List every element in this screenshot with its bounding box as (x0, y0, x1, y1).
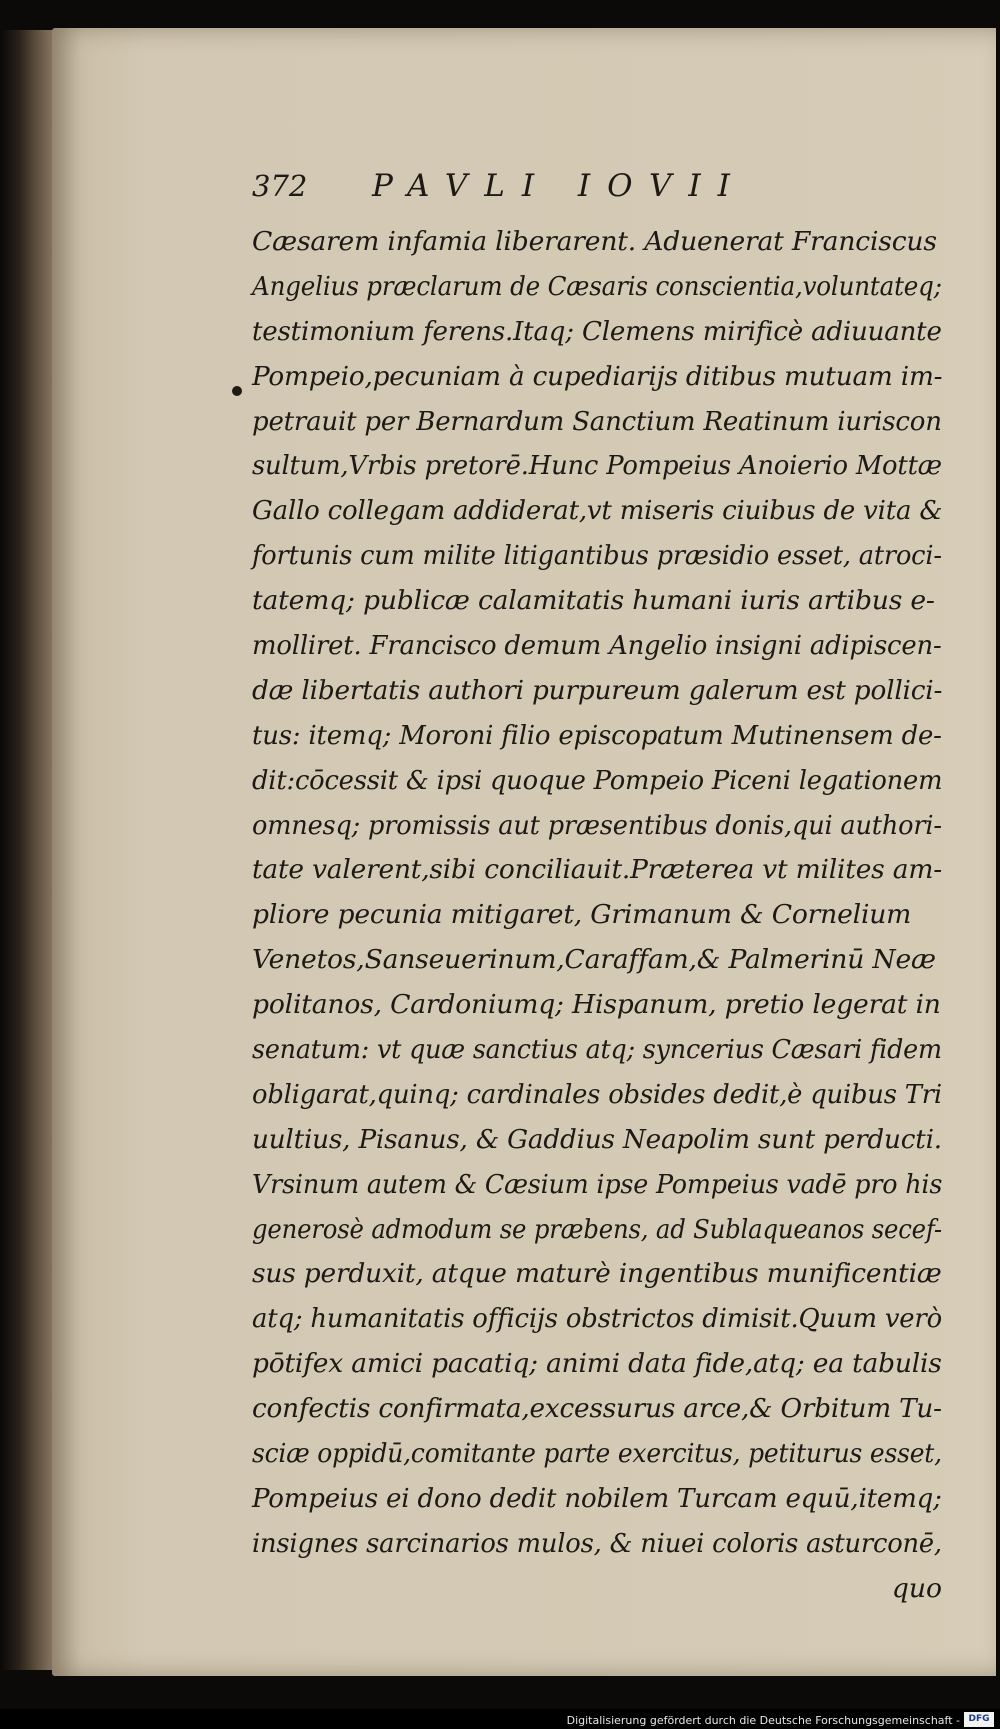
text-line: molliret. Francisco demum Angelio insigni adipiscen- (252, 630, 942, 662)
page-content (252, 168, 942, 1612)
text-line: confectis confirmata,excessurus arce,& Orbitum Tu- (252, 1393, 942, 1425)
text-line: testimonium ferens.Itaq; Clemens mirificè adiuuante (252, 315, 942, 347)
text-line: Gallo collegam addiderat,vt miseris ciuibus de vita & (252, 495, 943, 527)
text-line: Vrsinum autem & Cæsium ipse Pompeius vadē pro his (252, 1168, 943, 1200)
text-line: Pompeio,pecuniam à cupediarijs ditibus mutuam im- (252, 360, 943, 392)
text-line: petrauit per Bernardum Sanctium Reatinum iuriscon (252, 405, 942, 437)
dfg-logo: DFG (964, 1712, 994, 1727)
running-head (252, 168, 942, 220)
text-line: dæ libertatis authori purpureum galerum est pollici- (252, 674, 943, 706)
text-line: politanos, Cardoniumq; Hispanum, pretio legerat in (252, 989, 941, 1021)
running-title: PAVLI IOVII (372, 168, 747, 204)
catchword: quo (891, 1572, 942, 1604)
marginal-dot-mark (232, 386, 242, 396)
text-line: Cæsarem infamia liberarent. Aduenerat Franciscus (252, 226, 937, 257)
text-line: pōtifex amici pacatiq; animi data fide,atq; ea tabulis (252, 1348, 942, 1380)
text-line: sus perduxit, atque maturè ingentibus munificentiæ (252, 1258, 942, 1290)
text-line: generosè admodum se præbens, ad Sublaqueanos secef- (252, 1213, 942, 1245)
text-line: obligarat,quinq; cardinales obsides dedit,è quibus Tri (252, 1078, 942, 1110)
text-line: Pompeius ei dono dedit nobilem Turcam equū,itemq; (252, 1482, 942, 1514)
book-page (52, 28, 996, 1676)
digitization-credit: Digitalisierung gefördert durch die Deutsche Forschungsgemeinschaft - (566, 1714, 960, 1727)
text-line: dit:cōcessit & ipsi quoque Pompeio Piceni legationem (252, 764, 943, 796)
text-line: pliore pecunia mitigaret, Grimanum & Cornelium (252, 899, 912, 931)
page-number: 372 (252, 169, 308, 203)
footer-bar (0, 1709, 1000, 1729)
text-line: Angelius præclarum de Cæsaris conscientia,voluntateq; (252, 270, 942, 302)
text-line: sciæ oppidū,comitante parte exercitus, petiturus esset, (252, 1438, 942, 1470)
text-line: tate valerent,sibi conciliauit.Præterea vt milites am- (252, 854, 942, 886)
text-line: sultum,Vrbis pretorē.Hunc Pompeius Anoierio Mottæ (252, 450, 942, 482)
text-line: tatemq; publicæ calamitatis humani iuris artibus e- (252, 585, 935, 617)
text-line: senatum: vt quæ sanctius atq; syncerius Cæsari fidem (252, 1034, 942, 1066)
text-line: insignes sarcinarios mulos, & niuei coloris asturconē, (252, 1527, 942, 1559)
text-line: Venetos,Sanseuerinum,Caraffam,& Palmerinū Neæ (252, 944, 936, 976)
text-line: omnesq; promissis aut præsentibus donis,qui authori- (252, 809, 942, 841)
text-line: fortunis cum milite litigantibus præsidio esset, atroci- (252, 540, 942, 572)
text-line: tus: itemq; Moroni filio episcopatum Mutinensem de- (252, 719, 942, 751)
text-line: uultius, Pisanus, & Gaddius Neapolim sunt perducti. (252, 1123, 942, 1155)
text-body (252, 220, 942, 1567)
text-line: atq; humanitatis officijs obstrictos dimisit.Quum verò (252, 1303, 942, 1335)
catchword-row (252, 1567, 942, 1612)
